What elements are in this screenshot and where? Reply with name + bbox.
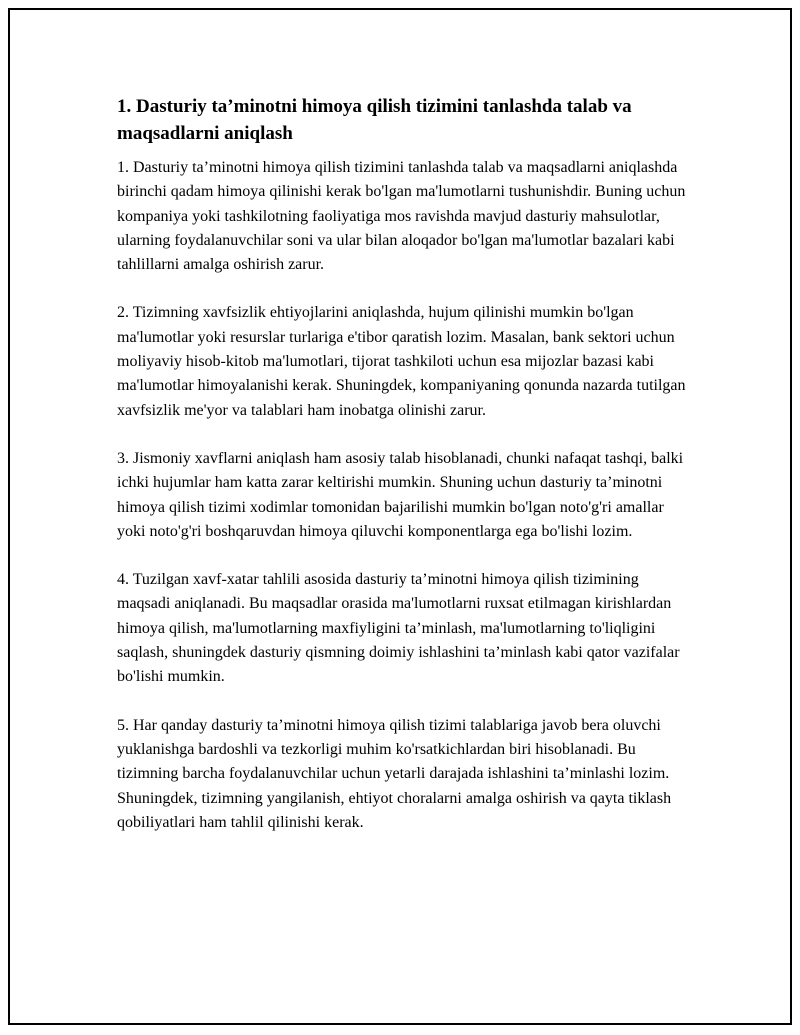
paragraph-2: 2. Tizimning xavfsizlik ehtiyojlarini aniqlashda, hujum qilinishi mumkin bo'lgan ma'lumotlar yoki resurslar turlariga e'tibor qaratish lozim. Masalan, bank sektori uchun moliyaviy hisob-kitob ma'lumotlari, tijorat tashkiloti uchun esa mijozlar bazasi kabi ma'lumotlar himoyalanishi kerak. Shuningdek, kompaniyaning qonunda nazarda tutilgan xavfsizlik me'yor va talablari ham inobatga olinishi zarur.	[117, 304, 686, 419]
paragraph-3: 3. Jismoniy xavflarni aniqlash ham asosiy talab hisoblanadi, chunki nafaqat tashqi, balki ichki hujumlar ham katta zarar keltirishi mumkin. Shuning uchun dasturiy ta’minotni himoya qilish tizimi xodimlar tomonidan bajarilishi mumkin bo'lgan noto'g'ri amallar yoki noto'g'ri boshqaruvdan himoya qiluvchi komponentlarga ega bo'lishi lozim.	[117, 449, 684, 540]
paragraph-4: 4. Tuzilgan xavf-xatar tahlili asosida dasturiy ta’minotni himoya qilish tizimining maqsadi aniqlanadi. Bu maqsadlar orasida ma'lumotlarni ruxsat etilmagan kirishlardan himoya qilish, ma'lumotlarning maxfiyligini ta’minlash, ma'lumotlarning to'liqligini saqlash, shuningdek dasturiy qismning doimiy ishlashini ta’minlash kabi qator vazifalar bo'lishi mumkin.	[117, 571, 680, 686]
paragraph-5: 5. Har qanday dasturiy ta’minotni himoya qilish tizimi talablariga javob bera oluvchi yuklanishga bardoshli va tezkorligi muhim ko'rsatkichlardan biri hisoblanadi. Bu tizimning barcha foydalanuvchilar uchun yetarli darajada ishlashini ta’minlashi lozim. Shuningdek, tizimning yangilanish, ehtiyot choralarni amalga oshirish va qayta tiklash qobiliyatlari ham tahlil qilinishi kerak.	[117, 716, 672, 831]
section-heading: 1. Dasturiy ta’minotni himoya qilish tizimini tanlashda talab va maqsadlarni aniqlash	[117, 96, 632, 144]
document-body	[117, 93, 687, 859]
paragraph-1: 1. Dasturiy ta’minotni himoya qilish tizimini tanlashda talab va maqsadlarni aniqlashda birinchi qadam himoya qilinishi kerak bo'lgan ma'lumotlarni tushunishdir. Buning uchun kompaniya yoki tashkilotning faoliyatiga mos ravishda mavjud dasturiy mahsulotlar, ularning foydalanuvchilar soni va ular bilan aloqador bo'lgan ma'lumotlar bazalari kabi tahlillarni amalga oshirish zarur.	[117, 159, 686, 274]
